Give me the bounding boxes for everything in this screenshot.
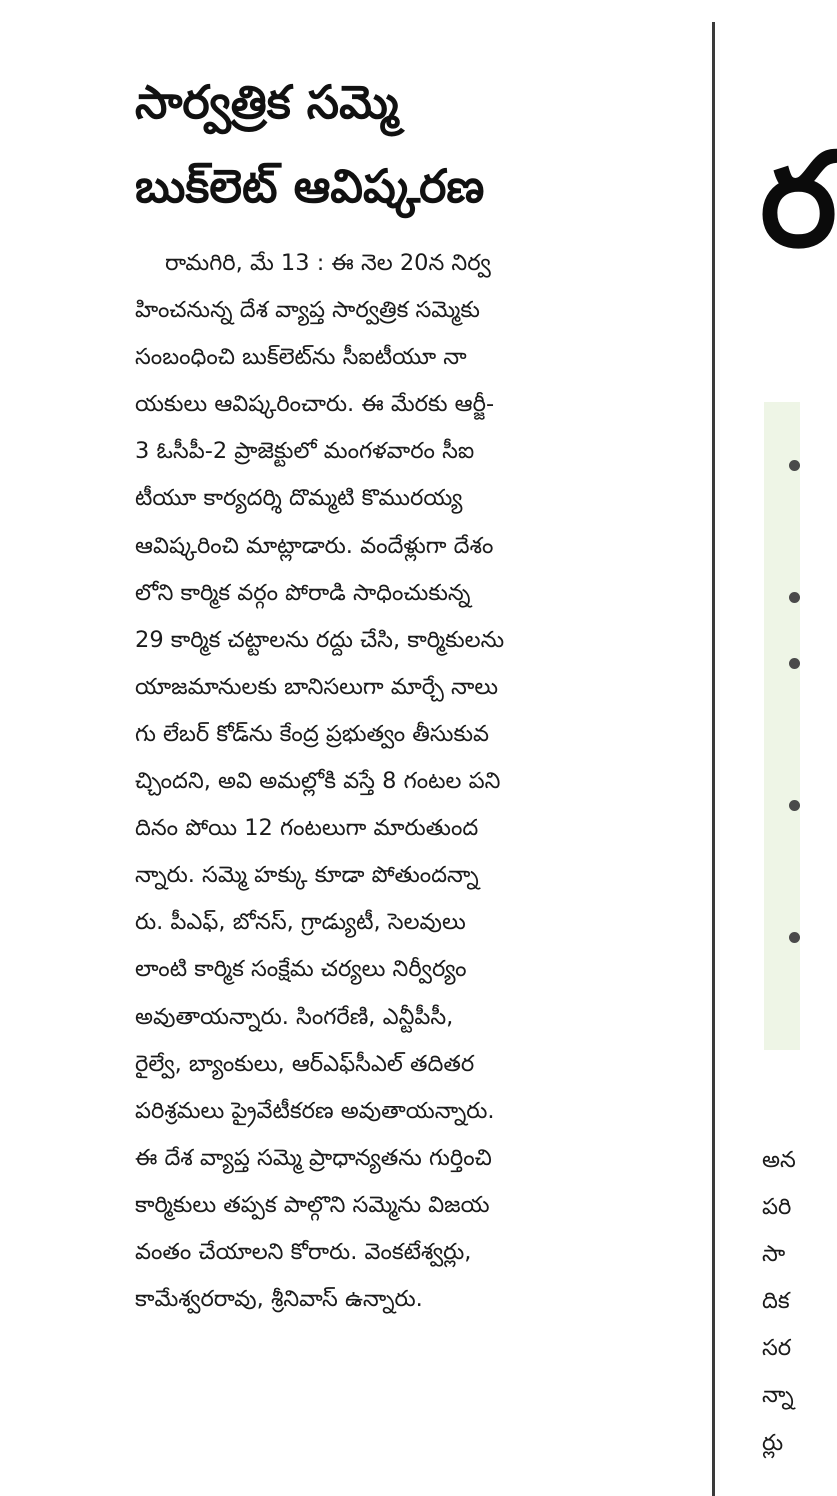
article-line: కామేశ్వరరావు, శ్రీనివాస్ ఉన్నారు. [135, 1286, 423, 1313]
bullet-icon [789, 932, 800, 943]
article-line: గు లేబర్ కోడ్‌ను కేంద్ర ప్రభుత్వం తీసుకువ [135, 720, 489, 747]
adjacent-line: సా [762, 1241, 786, 1268]
article-line: వంతం చేయాలని కోరారు. వెంకటేశ్వర్లు, [135, 1238, 472, 1265]
article-line: కార్మికులు తప్పక పాల్గొని సమ్మెను విజయ [135, 1191, 490, 1218]
article-line: హించనున్న దేశ వ్యాప్త సార్వత్రిక సమ్మెకు [135, 297, 480, 324]
article-line: యకులు ఆవిష్కరించారు. ఈ మేరకు ఆర్జీ- [135, 391, 495, 418]
highlight-box [764, 402, 800, 1050]
article-line: చ్చిందని, అవి అమల్లోకి వస్తే 8 గంటల పని [135, 768, 501, 795]
adjacent-article-fragment [762, 1137, 800, 1467]
adjacent-headline-glyph: ర [760, 124, 837, 276]
article-line: రామగిరి, మే 13 : ఈ నెల 20న నిర్వ [165, 250, 491, 276]
adjacent-line: సర [762, 1335, 792, 1362]
article-line: రైల్వే, బ్యాంకులు, ఆర్‌ఎఫ్‌సీఎల్ తదితర [135, 1050, 475, 1077]
article-line: ఈ దేశ వ్యాప్త సమ్మె ప్రాధాన్యతను గుర్తించి [135, 1144, 492, 1171]
bullet-icon [789, 460, 800, 471]
article-line: అవుతాయన్నారు. సింగరేణి, ఎన్టీపీసీ, [135, 1003, 454, 1030]
adjacent-line: దిక [762, 1288, 790, 1315]
article-headline [135, 60, 695, 228]
bullet-icon [789, 658, 800, 669]
article-line: లాంటి కార్మిక సంక్షేమ చర్యలు నిర్వీర్యం [135, 956, 467, 983]
adjacent-line: అన [762, 1147, 796, 1173]
article-line: దినం పోయి 12 గంటలుగా మారుతుంద [135, 815, 479, 842]
article-line: 29 కార్మిక చట్టాలను రద్దు చేసి, కార్మికులను [135, 626, 505, 653]
bullet-icon [789, 592, 800, 603]
adjacent-line: ర్లు [762, 1429, 784, 1456]
headline-line-1: సార్వత్రిక సమ్మె [135, 75, 399, 129]
article-line: లోని కార్మిక వర్గం పోరాడి సాధించుకున్న [135, 579, 471, 606]
article-body [135, 240, 695, 1323]
article-line: సంబంధించి బుక్‌లెట్‌ను సీఐటీయూ నా [135, 344, 467, 371]
adjacent-line: న్నా [762, 1382, 794, 1409]
article-line: న్నారు. సమ్మె హక్కు కూడా పోతుందన్నా [135, 862, 479, 889]
article-line: పరిశ్రమలు ప్రైవేటీకరణ అవుతాయన్నారు. [135, 1097, 495, 1124]
bullet-icon [789, 800, 800, 811]
article-line: రు. పీఎఫ్, బోనస్, గ్రాడ్యుటీ, సెలవులు [135, 909, 466, 936]
article-line: 3 ఓసీపీ-2 ప్రాజెక్టులో మంగళవారం సీఐ [135, 438, 475, 465]
article-line: టీయూ కార్యదర్శి దొమ్మటి కొమురయ్య [135, 485, 463, 512]
article-line: ఆవిష్కరించి మాట్లాడారు. వందేళ్లుగా దేశం [135, 532, 494, 559]
headline-line-2: బుక్‌లెట్ ఆవిష్కరణ [135, 159, 485, 213]
adjacent-line: పరి [762, 1194, 792, 1221]
article-line: యాజమానులకు బానిసలుగా మార్చే నాలు [135, 673, 499, 700]
